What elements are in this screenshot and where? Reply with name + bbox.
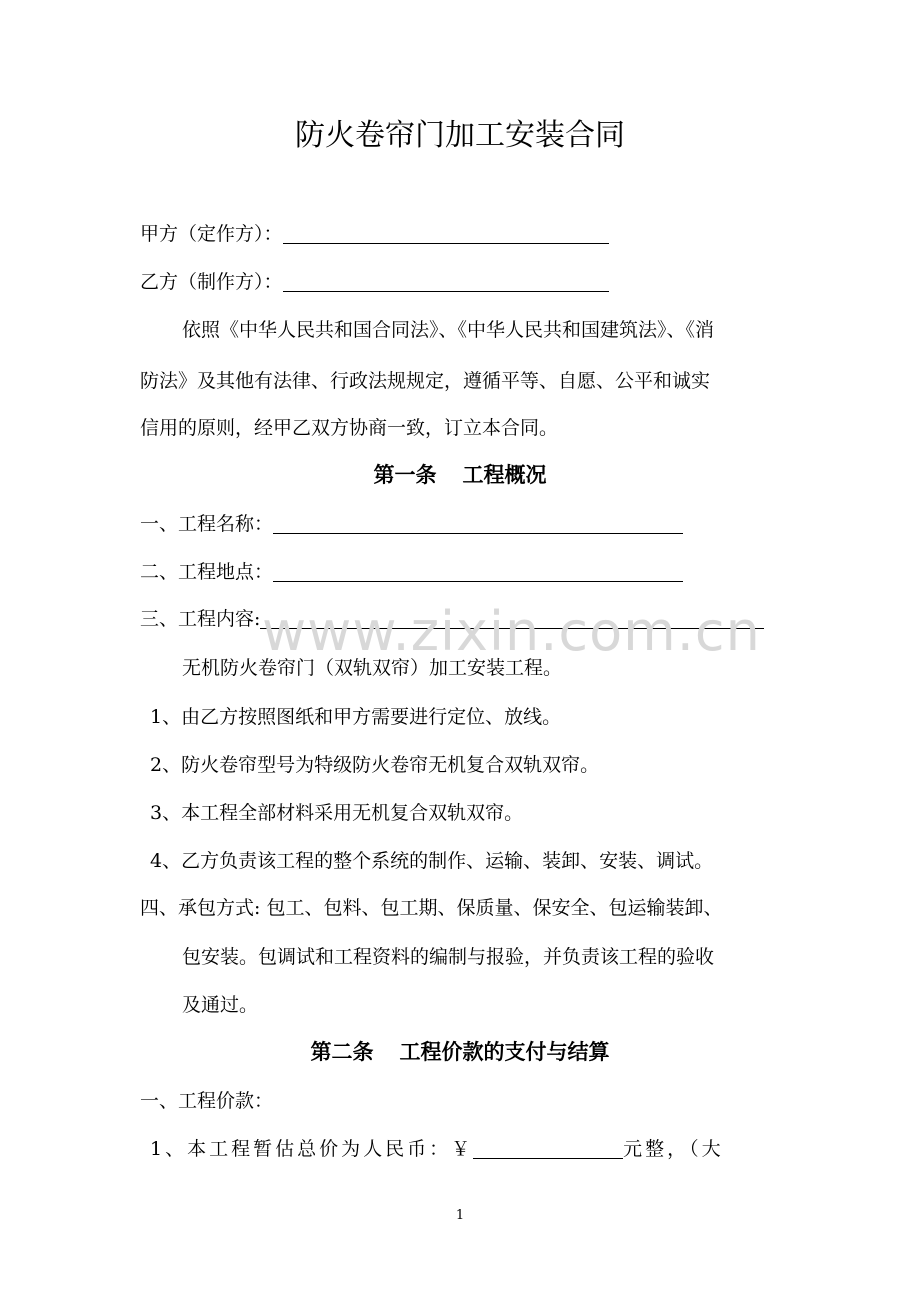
party-b-blank[interactable] <box>283 271 609 292</box>
article-2-heading <box>0 1039 920 1065</box>
price-amount-blank[interactable] <box>473 1138 623 1159</box>
contract-mode-line-3: 及通过。 <box>182 994 259 1016</box>
project-name-line <box>140 512 683 536</box>
project-content-desc: 无机防火卷帘门（双轨双帘）加工安装工程。 <box>182 657 563 679</box>
project-location-line <box>140 560 683 584</box>
project-content-line <box>140 607 764 631</box>
party-b-label: 乙方（制作方）： <box>140 271 283 293</box>
project-content-blank[interactable] <box>260 608 764 629</box>
content-item-2: 2、防火卷帘型号为特级防火卷帘无机复合双轨双帘。 <box>150 754 600 776</box>
preamble-line-3: 信用的原则，经甲乙双方协商一致，订立本合同。 <box>140 417 559 439</box>
price-line-prefix: 1、本工程暂估总价为人民币：￥ <box>150 1138 474 1160</box>
content-item-4: 4、乙方负责该工程的整个系统的制作、运输、装卸、安装、调试。 <box>150 850 714 872</box>
content-item-3: 3、本工程全部材料采用无机复合双轨双帘。 <box>150 802 524 824</box>
project-location-blank[interactable] <box>273 561 683 582</box>
article-1-number: 第一条 <box>373 463 437 487</box>
party-a-label: 甲方（定作方）： <box>140 223 283 245</box>
party-a-line <box>140 222 609 246</box>
content-item-1: 1、由乙方按照图纸和甲方需要进行定位、放线。 <box>150 706 562 728</box>
preamble-line-1: 依照《中华人民共和国合同法》、《中华人民共和国建筑法》、《消 <box>182 319 715 341</box>
project-content-label: 三、工程内容: <box>140 608 261 630</box>
contract-mode-line-2: 包安装。包调试和工程资料的编制与报验，并负责该工程的验收 <box>182 946 715 968</box>
project-name-label: 一、工程名称： <box>140 513 274 535</box>
document-title: 防火卷帘门加工安装合同 <box>295 118 625 153</box>
party-a-blank[interactable] <box>283 223 609 244</box>
article-2-number: 第二条 <box>310 1040 374 1064</box>
price-line-suffix: 元整，（大 <box>623 1138 724 1160</box>
price-line <box>150 1137 724 1161</box>
project-name-blank[interactable] <box>273 513 683 534</box>
preamble-line-2: 防法》及其他有法律、行政法规规定，遵循平等、自愿、公平和诚实 <box>140 370 711 392</box>
watermark: www.zixin.com.cn <box>262 600 761 663</box>
project-location-label: 二、工程地点： <box>140 561 274 583</box>
party-b-line <box>140 270 609 294</box>
price-label: 一、工程价款： <box>140 1090 274 1112</box>
article-1-heading <box>0 462 920 488</box>
article-1-title: 工程概况 <box>462 463 547 487</box>
article-2-title: 工程价款的支付与结算 <box>399 1040 610 1064</box>
page-number: 1 <box>455 1208 465 1223</box>
contract-mode-line-1: 四、承包方式: 包工、包料、包工期、保质量、保安全、包运输装卸、 <box>140 897 723 919</box>
